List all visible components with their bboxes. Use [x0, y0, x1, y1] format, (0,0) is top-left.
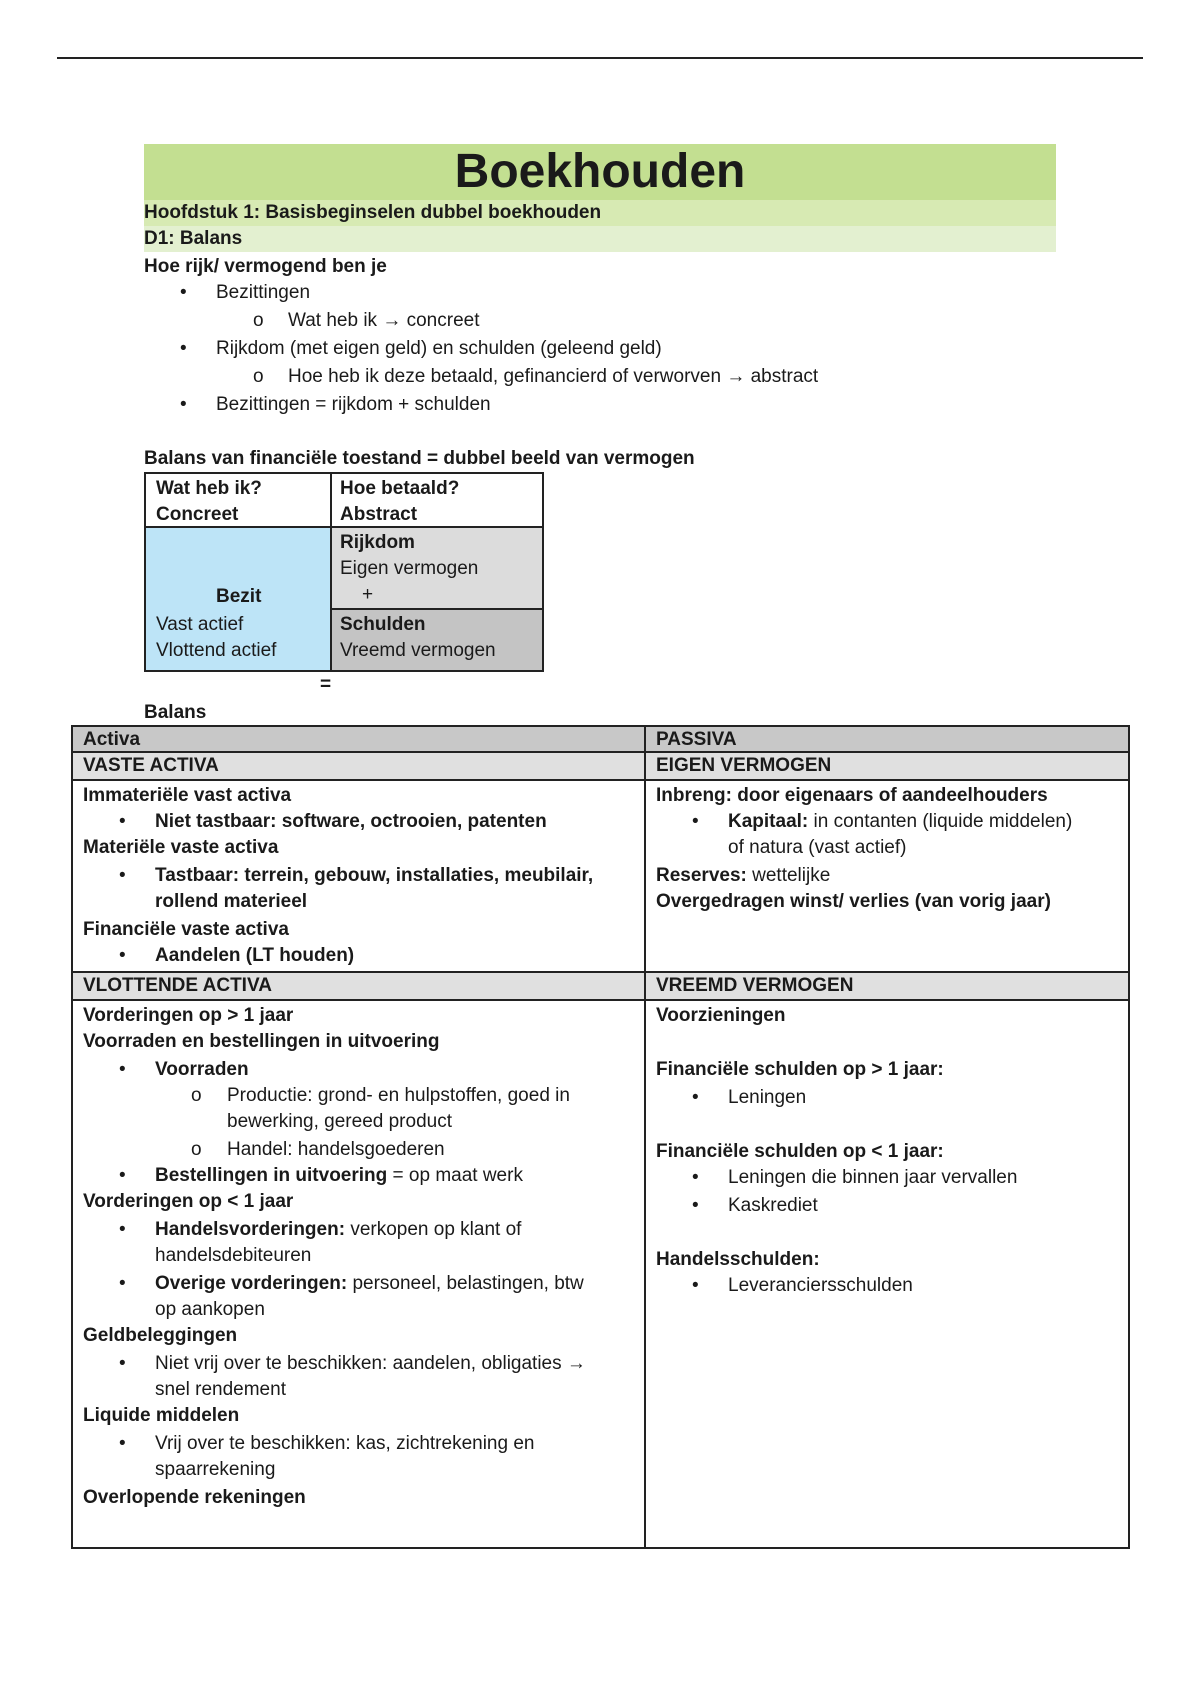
- list-item: Niet tastbaar: software, octrooien, patenten: [155, 811, 547, 832]
- balans-table: [71, 725, 1130, 1549]
- bullet: •: [692, 1087, 699, 1108]
- list-item: Leveranciersschulden: [728, 1275, 913, 1296]
- list-item: Wat heb ik → concreet: [288, 310, 480, 331]
- bullet: •: [119, 1273, 126, 1294]
- voorz-heading: Voorzieningen: [656, 1005, 786, 1026]
- geld-heading: Geldbeleggingen: [83, 1325, 238, 1346]
- list-item: Aandelen (LT houden): [155, 945, 355, 966]
- mat-heading: Materiële vaste activa: [83, 837, 279, 858]
- sub-bullet: o: [253, 366, 264, 387]
- fs1-heading: Financiële schulden op > 1 jaar:: [656, 1059, 944, 1080]
- list-item: of natura (vast actief): [728, 837, 907, 858]
- bullet: •: [119, 1219, 126, 1240]
- balance-diagram: [144, 472, 544, 672]
- overgedragen-line: Overgedragen winst/ verlies (van vorig jaar): [656, 891, 1051, 912]
- sub-bullet: o: [253, 310, 264, 331]
- list-item: Kaskrediet: [728, 1195, 818, 1216]
- list-item: Hoe heb ik deze betaald, gefinancierd of verworven → abstract: [288, 366, 819, 387]
- top-rule: [57, 57, 1143, 59]
- bullet: •: [692, 811, 699, 832]
- list-item: Tastbaar: terrein, gebouw, installaties, meubilair,: [155, 865, 594, 886]
- vord2-heading: Vorderingen op < 1 jaar: [83, 1191, 294, 1212]
- vaste-activa-header: VASTE ACTIVA: [83, 755, 219, 776]
- bullet: •: [692, 1195, 699, 1216]
- list-item: Bezittingen: [216, 282, 311, 303]
- bullet: •: [180, 282, 187, 303]
- table-subheader-row: [73, 753, 1128, 781]
- bullet: •: [180, 338, 187, 359]
- diagram-heading: Balans van financiële toestand = dubbel beeld van vermogen: [144, 448, 695, 469]
- bullet: •: [119, 811, 126, 832]
- intro-question: Hoe rijk/ vermogend ben je: [144, 256, 387, 277]
- diagram-schulden-cell: Schulden Vreemd vermogen: [330, 610, 542, 670]
- list-item: Voorraden: [155, 1059, 249, 1080]
- list-item: Leningen: [728, 1087, 807, 1108]
- list-item: Productie: grond- en hulpstoffen, goed in: [227, 1085, 570, 1106]
- overl-heading: Overlopende rekeningen: [83, 1487, 306, 1508]
- bullet: •: [692, 1167, 699, 1188]
- list-item: Leningen die binnen jaar vervallen: [728, 1167, 1018, 1188]
- table-header-row: [73, 727, 1128, 753]
- list-item: spaarrekening: [155, 1459, 276, 1480]
- diagram-bezit-cell: Bezit Vast actief Vlottend actief: [146, 528, 330, 670]
- bullet: •: [119, 945, 126, 966]
- passiva-header: PASSIVA: [656, 729, 737, 750]
- list-item: Niet vrij over te beschikken: aandelen, obligaties →: [155, 1353, 586, 1374]
- fs2-heading: Financiële schulden op < 1 jaar:: [656, 1141, 944, 1162]
- list-item: Bezittingen = rijkdom + schulden: [216, 394, 491, 415]
- diagram-right-header: Hoe betaald? Abstract: [330, 474, 542, 528]
- bullet: •: [119, 1059, 126, 1080]
- vlottende-activa-header: VLOTTENDE ACTIVA: [83, 975, 272, 996]
- bullet: •: [119, 1433, 126, 1454]
- voorr-heading: Voorraden en bestellingen in uitvoering: [83, 1031, 440, 1052]
- balans-label: Balans: [144, 702, 207, 723]
- list-item: Vrij over te beschikken: kas, zichtrekening en: [155, 1433, 535, 1454]
- list-item: op aankopen: [155, 1299, 265, 1320]
- diagram-left-header: Wat heb ik? Concreet: [146, 474, 330, 528]
- diagram-rijkdom-cell: Rijkdom Eigen vermogen +: [330, 528, 542, 610]
- bullet: •: [119, 1353, 126, 1374]
- sub-bullet: o: [191, 1085, 202, 1106]
- sub-bullet: o: [191, 1139, 202, 1160]
- fin-heading: Financiële vaste activa: [83, 919, 289, 940]
- bullet: •: [692, 1275, 699, 1296]
- hs-heading: Handelsschulden:: [656, 1249, 820, 1270]
- list-item: bewerking, gereed product: [227, 1111, 452, 1132]
- list-item: Handel: handelsgoederen: [227, 1139, 445, 1160]
- bullet: •: [119, 865, 126, 886]
- list-item: Handelsvorderingen: verkopen op klant of: [155, 1219, 522, 1240]
- page-title: Boekhouden: [144, 144, 1056, 200]
- vord1-heading: Vorderingen op > 1 jaar: [83, 1005, 294, 1026]
- list-item: Kapitaal: in contanten (liquide middelen): [728, 811, 1073, 832]
- activa-header: Activa: [83, 729, 141, 750]
- list-item: Rijkdom (met eigen geld) en schulden (geleend geld): [216, 338, 662, 359]
- diagram-equals: =: [320, 674, 332, 695]
- eigen-vermogen-header: EIGEN VERMOGEN: [656, 755, 832, 776]
- vreemd-vermogen-header: VREEMD VERMOGEN: [656, 975, 854, 996]
- chapter-heading: Hoofdstuk 1: Basisbeginselen dubbel boekhouden: [144, 200, 1056, 226]
- list-item: rollend materieel: [155, 891, 308, 912]
- bullet: •: [119, 1165, 126, 1186]
- inbreng-heading: Inbreng: door eigenaars of aandeelhouders: [656, 785, 1048, 806]
- list-item: Overige vorderingen: personeel, belastingen, btw: [155, 1273, 584, 1294]
- liq-heading: Liquide middelen: [83, 1405, 240, 1426]
- bullet: •: [180, 394, 187, 415]
- reserves-line: Reserves: wettelijke: [656, 865, 831, 886]
- list-item: snel rendement: [155, 1379, 286, 1400]
- list-item: handelsdebiteuren: [155, 1245, 312, 1266]
- section-heading: D1: Balans: [144, 226, 1056, 252]
- immat-heading: Immateriële vast activa: [83, 785, 292, 806]
- list-item: Bestellingen in uitvoering = op maat werk: [155, 1165, 523, 1186]
- table-subheader-row: [73, 971, 1128, 1001]
